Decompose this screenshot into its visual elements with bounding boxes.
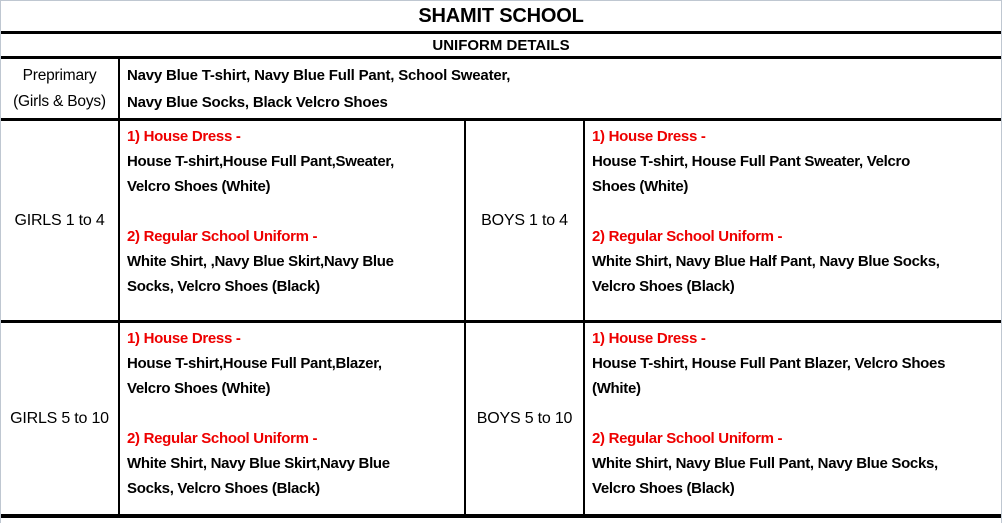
house-dress-line: Velcro Shoes (White) xyxy=(127,380,271,397)
preprimary-details-line-2: Navy Blue Socks, Black Velcro Shoes xyxy=(127,93,388,111)
regular-uniform-line: Velcro Shoes (Black) xyxy=(592,278,735,295)
house-dress-line: (White) xyxy=(592,380,641,397)
house-dress-line: House T-shirt,House Full Pant,Blazer, xyxy=(127,355,382,372)
regular-uniform-heading: 2) Regular School Uniform - xyxy=(592,430,783,447)
girls-5-10-details-cell xyxy=(120,323,466,514)
girls-1-4-label-cell: GIRLS 1 to 4 xyxy=(1,121,120,320)
grades-5-to-10-row xyxy=(1,323,1001,518)
regular-uniform-line: Socks, Velcro Shoes (Black) xyxy=(127,278,320,295)
preprimary-label-line-1: Preprimary xyxy=(22,66,97,84)
boys-5-10-details-cell xyxy=(585,323,1001,514)
preprimary-details-line-1: Navy Blue T-shirt, Navy Blue Full Pant, School Sweater, xyxy=(127,66,511,84)
preprimary-details-cell xyxy=(120,59,1001,118)
preprimary-row xyxy=(1,59,1001,121)
grades-1-to-4-row xyxy=(1,121,1001,323)
house-dress-line: House T-shirt,House Full Pant,Sweater, xyxy=(127,153,394,170)
regular-uniform-line: Velcro Shoes (Black) xyxy=(592,480,735,497)
house-dress-line: Shoes (White) xyxy=(592,178,689,195)
boys-1-4-label-cell: BOYS 1 to 4 xyxy=(466,121,585,320)
uniform-details-header: UNIFORM DETAILS xyxy=(1,34,1001,59)
house-dress-heading: 1) House Dress - xyxy=(127,330,241,347)
school-title: SHAMIT SCHOOL xyxy=(1,1,1001,34)
regular-uniform-heading: 2) Regular School Uniform - xyxy=(592,228,783,245)
preprimary-label-line-2: (Girls & Boys) xyxy=(13,92,106,110)
regular-uniform-line: White Shirt, Navy Blue Full Pant, Navy Blue Socks, xyxy=(592,455,938,472)
house-dress-line: House T-shirt, House Full Pant Sweater, Velcro xyxy=(592,153,910,170)
girls-5-10-label-cell: GIRLS 5 to 10 xyxy=(1,323,120,514)
regular-uniform-heading: 2) Regular School Uniform - xyxy=(127,228,318,245)
house-dress-line: House T-shirt, House Full Pant Blazer, Velcro Shoes xyxy=(592,355,946,372)
regular-uniform-line: White Shirt, Navy Blue Half Pant, Navy Blue Socks, xyxy=(592,253,940,270)
boys-1-4-details-cell xyxy=(585,121,1001,320)
regular-uniform-line: White Shirt, ,Navy Blue Skirt,Navy Blue xyxy=(127,253,394,270)
girls-1-4-details-cell xyxy=(120,121,466,320)
house-dress-heading: 1) House Dress - xyxy=(592,128,706,145)
boys-5-10-label-cell: BOYS 5 to 10 xyxy=(466,323,585,514)
preprimary-label-cell xyxy=(1,59,120,118)
regular-uniform-line: White Shirt, Navy Blue Skirt,Navy Blue xyxy=(127,455,390,472)
house-dress-heading: 1) House Dress - xyxy=(592,330,706,347)
house-dress-heading: 1) House Dress - xyxy=(127,128,241,145)
regular-uniform-heading: 2) Regular School Uniform - xyxy=(127,430,318,447)
regular-uniform-line: Socks, Velcro Shoes (Black) xyxy=(127,480,320,497)
house-dress-line: Velcro Shoes (White) xyxy=(127,178,271,195)
